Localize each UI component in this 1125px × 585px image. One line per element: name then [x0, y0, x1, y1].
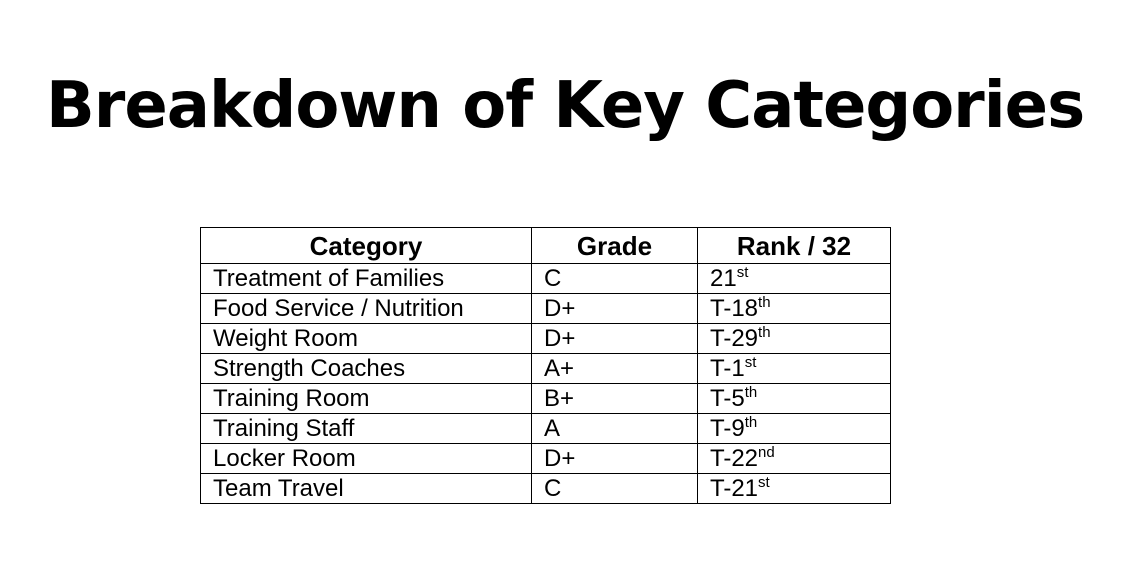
rank-cell: [698, 354, 891, 384]
rank-value: 21: [710, 264, 737, 292]
rank-cell: [698, 264, 891, 294]
table-row: [201, 384, 891, 414]
rank-cell: [698, 384, 891, 414]
grade-cell: A: [532, 414, 698, 444]
rank-suffix: th: [744, 383, 758, 401]
rank-value: T-21: [710, 474, 759, 502]
grade-cell: D+: [532, 324, 698, 354]
rank-value: T-29: [710, 324, 759, 352]
table-row: [201, 354, 891, 384]
rank-cell: [698, 474, 891, 504]
rank-cell: [698, 444, 891, 474]
rank-suffix: st: [736, 263, 749, 281]
header-grade: Grade: [532, 228, 698, 264]
rank-suffix: th: [744, 413, 758, 431]
rank-value: T-9: [710, 414, 745, 442]
grade-cell: C: [532, 474, 698, 504]
grade-cell: C: [532, 264, 698, 294]
rank-cell: [698, 324, 891, 354]
table-row: [201, 294, 891, 324]
category-cell: Team Travel: [201, 474, 532, 504]
grade-cell: B+: [532, 384, 698, 414]
rank-value: T-1: [710, 354, 745, 382]
grade-cell: D+: [532, 294, 698, 324]
category-cell: Weight Room: [201, 324, 532, 354]
rank-value: T-5: [710, 384, 745, 412]
rank-value: T-18: [710, 294, 759, 322]
header-rank: Rank / 32: [698, 228, 891, 264]
rank-cell: [698, 294, 891, 324]
table-row: [201, 324, 891, 354]
table-row: [201, 264, 891, 294]
table-row: [201, 474, 891, 504]
category-cell: Treatment of Families: [201, 264, 532, 294]
header-category: Category: [201, 228, 532, 264]
rank-suffix: st: [758, 473, 770, 491]
category-cell: Training Room: [201, 384, 532, 414]
rank-suffix: nd: [758, 443, 775, 461]
rank-suffix: st: [744, 353, 757, 371]
category-cell: Locker Room: [201, 444, 532, 474]
grade-cell: D+: [532, 444, 698, 474]
table-row: [201, 444, 891, 474]
rank-suffix: th: [758, 323, 771, 341]
rank-suffix: th: [758, 293, 771, 311]
category-cell: Food Service / Nutrition: [201, 294, 532, 324]
table-row: [201, 414, 891, 444]
rank-cell: [698, 414, 891, 444]
rank-value: T-22: [710, 444, 759, 472]
page-title: Breakdown of Key Categories: [46, 69, 1085, 143]
key-categories-table: [200, 227, 891, 504]
table-header-row: [201, 228, 891, 264]
category-cell: Strength Coaches: [201, 354, 532, 384]
category-cell: Training Staff: [201, 414, 532, 444]
grade-cell: A+: [532, 354, 698, 384]
